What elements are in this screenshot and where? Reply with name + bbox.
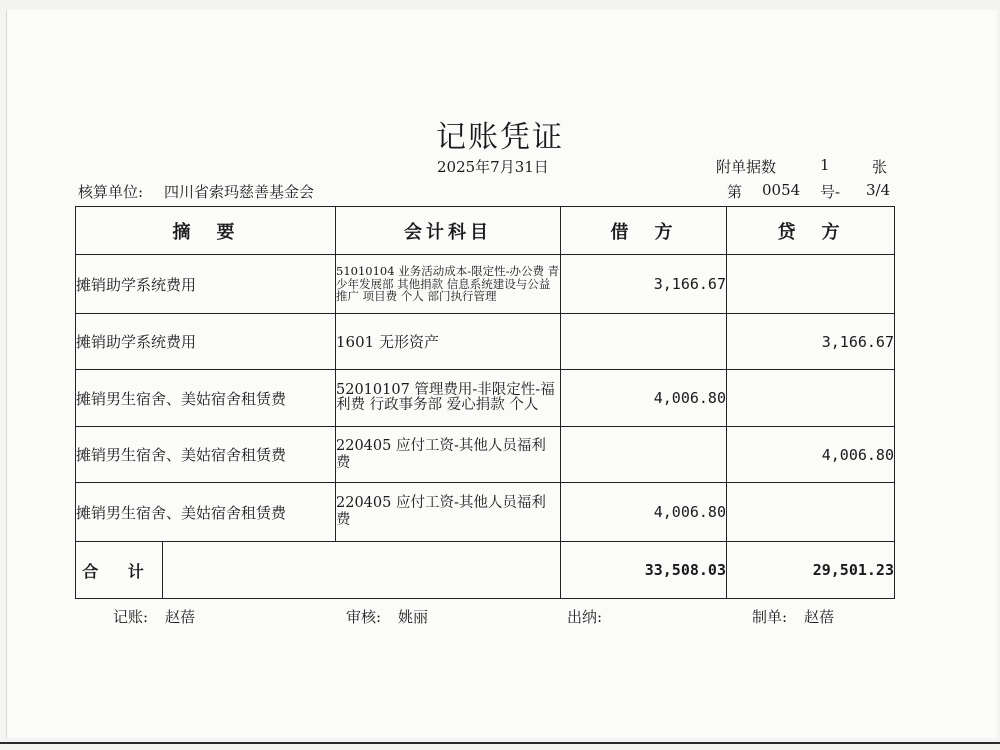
row-account: 1601 无形资产 (336, 314, 561, 370)
cashier-label: 出纳: (567, 608, 603, 626)
voucher-title: 记账凭证 (436, 120, 564, 155)
table-row (76, 483, 895, 542)
attachment-count: 1 (820, 156, 830, 174)
row-account: 52010107 管理费用-非限定性-福利费 行政事务部 爱心捐款 个人 (336, 370, 561, 427)
row-debit (561, 427, 727, 483)
row-credit: 3,166.67 (727, 314, 895, 370)
voucher-no-label: 第 (727, 183, 743, 201)
total-row (76, 542, 895, 599)
table-row (76, 427, 895, 483)
row-debit (561, 314, 727, 370)
accounting-unit-label: 核算单位: (78, 183, 144, 201)
bookkeeper-label: 记账: (113, 608, 149, 626)
row-summary: 摊销助学系统费用 (76, 255, 336, 314)
scan-edge (0, 742, 1000, 744)
table-row (76, 370, 895, 427)
table-header-row (76, 207, 895, 255)
bookkeeper-name: 赵蓓 (165, 608, 196, 626)
total-blank (163, 542, 561, 599)
accounting-unit-value: 四川省索玛慈善基金会 (164, 183, 315, 201)
row-account: 220405 应付工资-其他人员福利费 (336, 427, 561, 483)
total-credit: 29,501.23 (727, 542, 895, 599)
total-label: 合 计 (76, 542, 163, 599)
header-summary: 摘 要 (76, 207, 336, 255)
voucher-page: 3/4 (866, 181, 891, 199)
voucher-date: 2025年7月31日 (437, 158, 549, 176)
row-credit (727, 483, 895, 542)
row-debit: 4,006.80 (561, 370, 727, 427)
row-summary: 摊销男生宿舍、美姑宿舍租赁费 (76, 427, 336, 483)
header-account: 会计科目 (336, 207, 561, 255)
row-debit: 3,166.67 (561, 255, 727, 314)
row-summary: 摊销男生宿舍、美姑宿舍租赁费 (76, 483, 336, 542)
table-row (76, 314, 895, 370)
auditor-name: 姚丽 (398, 608, 429, 626)
row-debit: 4,006.80 (561, 483, 727, 542)
total-debit: 33,508.03 (561, 542, 727, 599)
row-credit (727, 255, 895, 314)
row-summary: 摊销男生宿舍、美姑宿舍租赁费 (76, 370, 336, 427)
row-credit: 4,006.80 (727, 427, 895, 483)
preparer-name: 赵蓓 (804, 608, 835, 626)
header-debit: 借 方 (561, 207, 727, 255)
table-row (76, 255, 895, 314)
attachment-label: 附单据数 (716, 158, 777, 176)
preparer-label: 制单: (752, 608, 788, 626)
auditor-label: 审核: (346, 608, 382, 626)
header-credit: 贷 方 (727, 207, 895, 255)
voucher-table (75, 206, 895, 599)
voucher-no-value: 0054 (762, 181, 801, 199)
row-credit (727, 370, 895, 427)
attachment-unit: 张 (872, 158, 888, 176)
row-account: 220405 应付工资-其他人员福利费 (336, 483, 561, 542)
voucher-no-suffix: 号- (820, 183, 841, 201)
row-account: 51010104 业务活动成本-限定性-办公费 青少年发展部 其他捐款 信息系统建设与公益推广 项目费 个人 部门执行管理 (336, 255, 561, 314)
row-summary: 摊销助学系统费用 (76, 314, 336, 370)
